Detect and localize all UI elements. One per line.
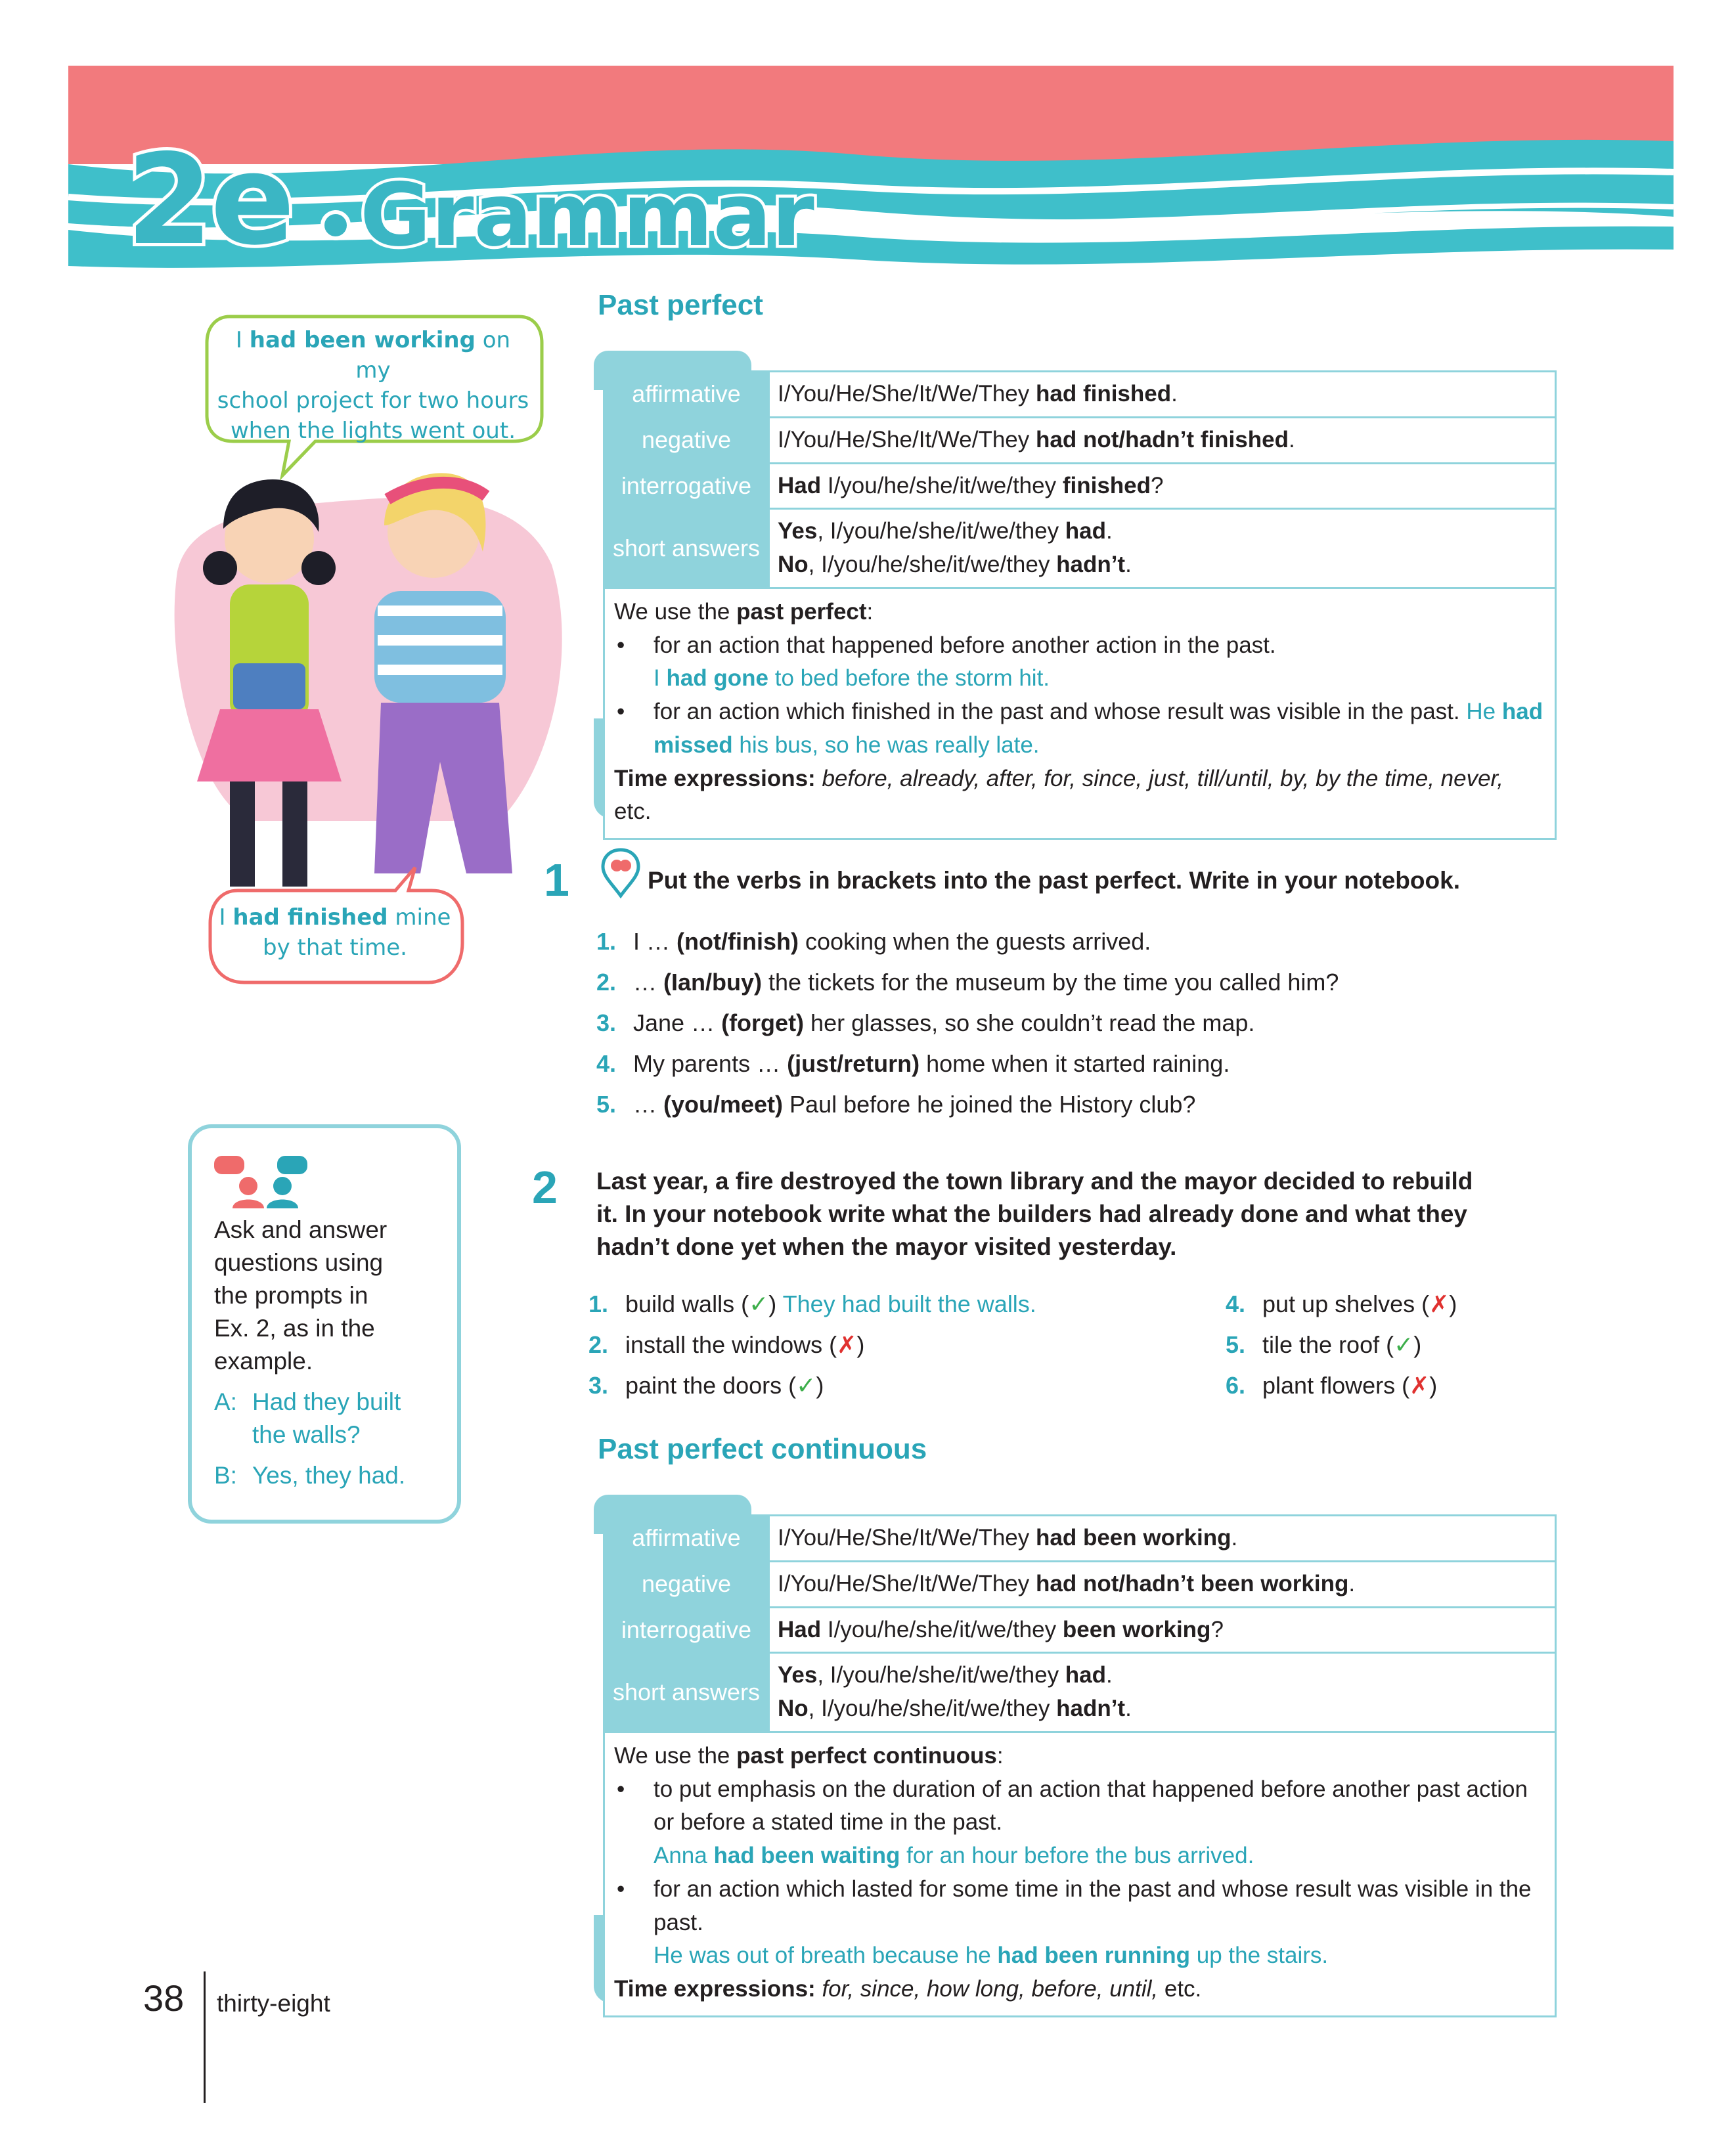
exercise-2-number: 2 [532, 1162, 558, 1213]
bubble-bottom-text: I had finished mine by that time. [219, 904, 451, 961]
usage-notes: We use the past perfect: • for an action that happened before another action in the past. I had gone to bed before the storm hit. • for an action which finished in the past and whose result was visible in the past. He had missed his bus, so he was really late. Time expressions: before, already, after, for, since, just, till/until, by, by the time, never, etc. [604, 588, 1556, 839]
table-row [604, 1607, 1556, 1653]
table-row [604, 372, 1556, 418]
row-label: interrogative [604, 1607, 769, 1653]
speaking-box [188, 1124, 461, 1524]
page-number: 38 [143, 1977, 185, 2019]
page-number-words: thirty-eight [217, 1990, 330, 2017]
table-row [604, 1732, 1556, 2016]
row-content: Yes, I/you/he/she/it/we/they had. No, I/you/he/she/it/we/they hadn’t. [769, 1653, 1556, 1732]
table-row [604, 1653, 1556, 1732]
girls-illustration [158, 453, 578, 919]
list-item: 5. tile the roof (✓) [1226, 1331, 1422, 1358]
list-item: 3. paint the doors (✓) [588, 1372, 824, 1399]
exercise-1-instruction: Put the verbs in brackets into the past perfect. Write in your notebook. [648, 867, 1460, 894]
row-content: I/You/He/She/It/We/They had not/hadn’t been working. [769, 1561, 1556, 1607]
row-label: negative [604, 417, 769, 463]
speaking-icon [211, 1156, 317, 1208]
list-item: 1. I … (not/finish) cooking when the guests arrived. [596, 928, 1151, 955]
past-perfect-box [594, 351, 1557, 825]
table-row [604, 509, 1556, 588]
table-row [604, 417, 1556, 463]
past-perfect-table [603, 370, 1557, 840]
list-item: 5. … (you/meet) Paul before he joined the History club? [596, 1091, 1196, 1118]
row-label: affirmative [604, 1516, 769, 1562]
page-title: Grammar [360, 165, 814, 266]
speaking-instruction: Ask and answer questions using the prompts in Ex. 2, as in the example. A: Had they built the walls? B: Yes, they had. [214, 1216, 406, 1489]
row-content: I/You/He/She/It/We/They had been working. [769, 1516, 1556, 1562]
bubble-top-text: I had been working on my school project for two hours when the lights went out. [217, 327, 529, 444]
row-content: I/You/He/She/It/We/They had not/hadn’t finished. [769, 417, 1556, 463]
list-item: 3. Jane … (forget) her glasses, so she couldn’t read the map. [596, 1009, 1255, 1036]
past-perfect-heading: Past perfect [598, 289, 763, 321]
table-row [604, 463, 1556, 509]
row-label: short answers [604, 509, 769, 588]
past-perfect-continuous-box [594, 1495, 1557, 2006]
past-perfect-continuous-table [603, 1514, 1557, 2017]
exercise-1-number: 1 [544, 854, 569, 906]
exercise-2-instruction: Last year, a fire destroyed the town library and the mayor decided to rebuild it. In your notebook write what the builders had already done and what they hadn’t done yet when the mayor visited yesterday. [596, 1168, 1473, 1260]
row-label: short answers [604, 1653, 769, 1732]
row-content: Had I/you/he/she/it/we/they finished? [769, 463, 1556, 509]
unit-number: 2e [126, 127, 293, 273]
list-item: 2. install the windows (✗) [588, 1331, 865, 1358]
list-item: 1. build walls (✓) They had built the walls. [588, 1290, 1036, 1317]
footer-divider [204, 1971, 206, 2103]
table-row [604, 588, 1556, 839]
row-content: I/You/He/She/It/We/They had finished. [769, 372, 1556, 418]
list-item: 2. … (Ian/buy) the tickets for the museum by the time you called him? [596, 969, 1339, 996]
row-label: negative [604, 1561, 769, 1607]
row-label: affirmative [604, 372, 769, 418]
title-separator-dot [321, 210, 351, 240]
pin-icon [599, 847, 642, 898]
list-item: 4. put up shelves (✗) [1226, 1290, 1457, 1317]
row-content: Yes, I/you/he/she/it/we/they had. No, I/you/he/she/it/we/they hadn’t. [769, 509, 1556, 588]
table-row [604, 1516, 1556, 1562]
row-label: interrogative [604, 463, 769, 509]
table-row [604, 1561, 1556, 1607]
list-item: 4. My parents … (just/return) home when it started raining. [596, 1050, 1230, 1077]
list-item: 6. plant flowers (✗) [1226, 1372, 1438, 1399]
past-perfect-continuous-heading: Past perfect continuous [598, 1433, 927, 1465]
usage-notes: We use the past perfect continuous: • to put emphasis on the duration of an action that happened before another past action or before a stated time in the past. Anna had been waiting for an hour before the bus arrived. • for an action which lasted for some time in the past and whose result was visible in the past. He was out of breath because he had been running up the stairs. Time expressions: for, since, how long, before, until, etc. [604, 1732, 1556, 2016]
row-content: Had I/you/he/she/it/we/they been working? [769, 1607, 1556, 1653]
